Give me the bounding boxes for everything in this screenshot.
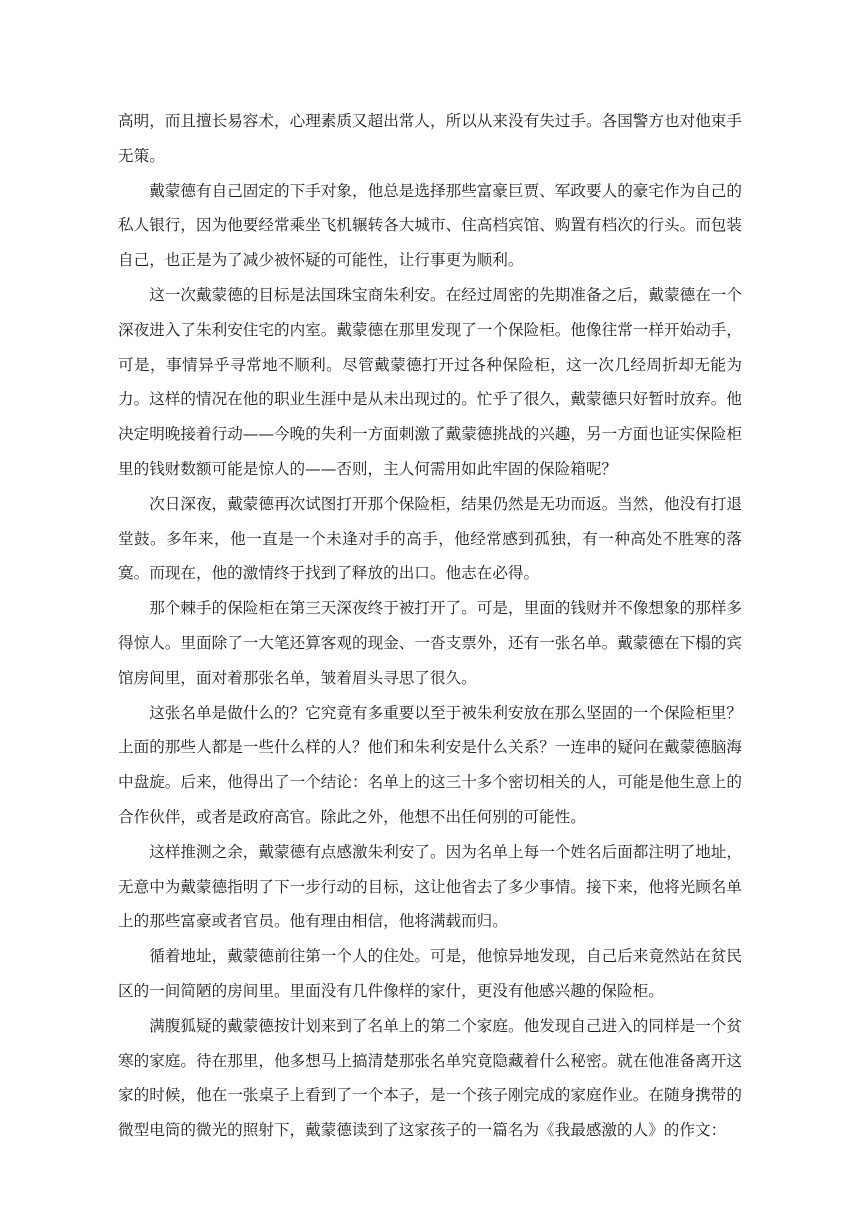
paragraph: 这样推测之余，戴蒙德有点感激朱利安了。因为名单上每一个姓名后面都注明了地址，无意中为戴蒙德指明了下一步行动的目标，这让他省去了多少事情。接下来，他将光顾名单上的那些富豪或者官员。他有理由相信，他将满载而归。 xyxy=(118,842,742,931)
paragraph-continued: 高明，而且擅长易容术，心理素质又超出常人，所以从来没有失过手。各国警方也对他束手无策。 xyxy=(118,112,742,165)
paragraph: 戴蒙德有自己固定的下手对象，他总是选择那些富豪巨贾、军政要人的豪宅作为自己的私人银行，因为他要经常乘坐飞机辗转各大城市、住高档宾馆、购置有档次的行头。而包装自己，也正是为了减少被怀疑的可能性，让行事更为顺利。 xyxy=(118,181,742,270)
paragraph: 次日深夜，戴蒙德再次试图打开那个保险柜，结果仍然是无功而返。当然，他没有打退堂鼓。多年来，他一直是一个未逢对手的高手，他经常感到孤独，有一种高处不胜寒的落寞。而现在，他的激情终于找到了释放的出口。他志在必得。 xyxy=(118,494,742,583)
paragraph: 满腹狐疑的戴蒙德按计划来到了名单上的第二个家庭。他发现自己进入的同样是一个贫寒的家庭。待在那里，他多想马上搞清楚那张名单究竟隐藏着什么秘密。就在他准备离开这家的时候，他在一张桌子上看到了一个本子，是一个孩子刚完成的家庭作业。在随身携带的微型电筒的微光的照射下，戴蒙德读到了这家孩子的一篇名为《我最感激的人》的作文： xyxy=(118,1016,742,1140)
paragraph: 这一次戴蒙德的目标是法国珠宝商朱利安。在经过周密的先期准备之后，戴蒙德在一个深夜进入了朱利安住宅的内室。戴蒙德在那里发现了一个保险柜。他像往常一样开始动手，可是，事情异乎寻常地不顺利。尽管戴蒙德打开过各种保险柜，这一次几经周折却无能为力。这样的情况在他的职业生涯中是从未出现过的。忙乎了很久，戴蒙德只好暂时放弃。他决定明晚接着行动——今晚的失利一方面刺激了戴蒙德挑战的兴趣，另一方面也证实保险柜里的钱财数额可能是惊人的——否则，主人何需用如此牢固的保险箱呢？ xyxy=(118,285,742,478)
paragraph: 这张名单是做什么的？它究竟有多重要以至于被朱利安放在那么坚固的一个保险柜里？上面的那些人都是一些什么样的人？他们和朱利安是什么关系？一连串的疑问在戴蒙德脑海中盘旋。后来，他得出了一个结论：名单上的这三十多个密切相关的人，可能是他生意上的合作伙伴，或者是政府高官。除此之外，他想不出任何别的可能性。 xyxy=(118,703,742,826)
paragraph: 循着地址，戴蒙德前往第一个人的住处。可是，他惊异地发现，自己后来竟然站在贫民区的一间简陋的房间里。里面没有几件像样的家什，更没有他感兴趣的保险柜。 xyxy=(118,947,742,1000)
paragraph: 那个棘手的保险柜在第三天深夜终于被打开了。可是，里面的钱财并不像想象的那样多得惊人。里面除了一大笔还算客观的现金、一沓支票外，还有一张名单。戴蒙德在下榻的宾馆房间里，面对着那张名单，皱着眉头寻思了很久。 xyxy=(118,599,742,687)
body-text xyxy=(118,104,742,1148)
